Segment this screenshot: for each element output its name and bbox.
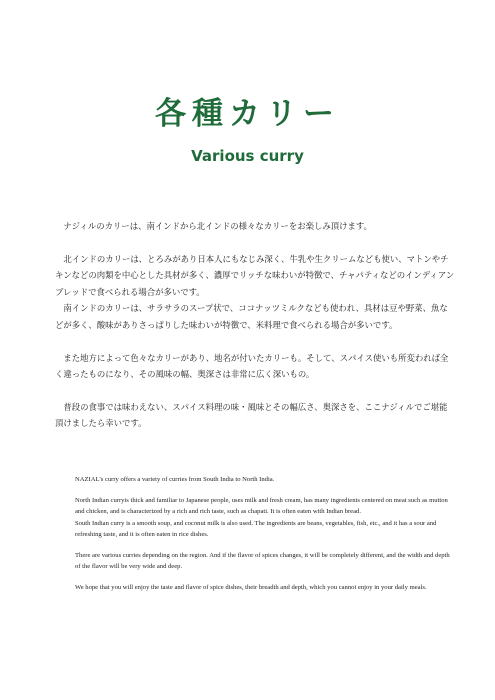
- page-title-english: Various curry: [191, 147, 304, 165]
- japanese-description: [55, 218, 455, 432]
- japanese-paragraph-intro: ナジィルのカリーは、南インドから北インドの様々なカリーをお楽しみ頂けます。: [63, 221, 372, 231]
- paragraph-gap: [75, 540, 455, 550]
- english-paragraph-regional: There are various curries depending on the region. And if the flavor of spices changes, it will be completely different, and the width and depth of the flavor will be very wide and deep.: [75, 552, 450, 571]
- english-paragraph-north: North Indian curryis thick and familiar to Japanese people, uses milk and fresh cream, has many ingredients centered on meat such as mutton and chicken, and is characterized by a rich and rich taste, such as chapati. It is often eaten with Indian bread.: [75, 497, 448, 516]
- english-paragraph-south: South Indian curry is a smooth soup, and coconut milk is also used. The ingredients are beans, vegetables, fish, etc., and it has a sour and refreshing taste, and it is often eaten in rice dishes.: [75, 519, 437, 538]
- paragraph-gap: [55, 383, 455, 399]
- japanese-paragraph-closing: 普段の食事では味わえない、スパイス料理の味・風味とその幅広さ、奥深さを、ここナジィルでご堪能頂けましたら幸いです。: [55, 401, 448, 429]
- japanese-paragraph-south: 南インドのカリーは、サラサラのスープ状で、ココナッツミルクなども使われ、具材は豆や野菜、魚などが多く、酸味がありさっぱりした味わいが特徴で、米料理で食べられる場合が多いです。: [55, 303, 448, 330]
- english-description: [75, 474, 455, 594]
- japanese-paragraph-north: 北インドのカリーは、とろみがあり日本人にもなじみ深く、牛乳や生クリームなども使い、マトンやチキンなどの肉類を中心とした具材が多く、濃厚でリッチな味わいが特徴で、チャパティなどのインディアンブレッドで食べられる場合が多いです。: [55, 253, 455, 297]
- paragraph-gap: [75, 572, 455, 582]
- paragraph-gap: [75, 485, 455, 495]
- page-title-japanese: 各種カリー: [155, 96, 340, 132]
- paragraph-gap: [55, 235, 455, 251]
- english-paragraph-intro: NAZIAL's curry offers a variety of curries from South India to North India.: [75, 476, 275, 483]
- japanese-paragraph-regional: また地方によって色々なカリーがあり、地名が付いたカリーも。そして、スパイス使いも所変われば全く違ったものになり、その風味の幅、奥深さは非常に広く深いもの。: [55, 352, 449, 380]
- paragraph-gap: [55, 334, 455, 350]
- english-paragraph-closing: We hope that you will enjoy the taste and flavor of spice dishes, their breadth and depth, which you cannot enjoy in your daily meals.: [75, 584, 427, 592]
